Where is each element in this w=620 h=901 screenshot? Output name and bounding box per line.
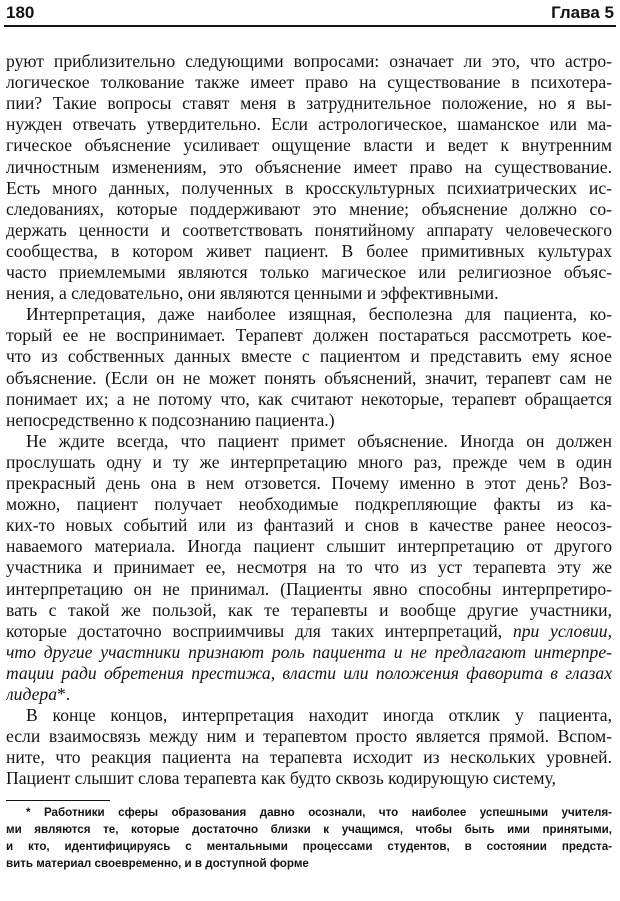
text-span: *. [57, 684, 71, 704]
text-line [6, 684, 612, 705]
footnote-line: * Работники сферы образования давно осознали, что наиболее успешными учителя- [26, 806, 612, 819]
footnote-line: и кто, идентифицируясь с ментальными процессами студентов, в состоянии предста- [6, 840, 612, 853]
text-span: которые достаточно восприимчивы для таких интерпретаций, [6, 621, 513, 641]
text-line: что из собственных данных вместе с пациентом и представить ему ясное [6, 346, 612, 366]
text-line: прослушать одну и ту же интерпретацию много раз, прежде чем в один [6, 452, 612, 472]
text-line: пии? Такие вопросы ставят меня в затруднительное положение, но я вы- [6, 93, 612, 113]
text-line: сообщества, в котором живет пациент. В более примитивных культурах [6, 241, 612, 261]
header-rule [4, 25, 616, 27]
text-line: Есть много данных, полученных в кросскультурных психиатрических ис- [6, 178, 612, 198]
text-line: гическое объяснение усиливает ощущение власти и ведет к внутренним [6, 135, 612, 155]
emphasis-span: при условии, [512, 621, 612, 641]
text-line: держать ценности и соответствовать понятийному аппарату человеческого [6, 220, 612, 240]
text-line: следованиях, которые поддерживают это мнение; объяснение должно со- [6, 199, 612, 219]
text-line: руют приблизительно следующими вопросами: означает ли это, что астро- [6, 51, 612, 71]
text-line: личностным изменениям, это объяснение имеет право на существование. [6, 157, 612, 177]
text-line: торый ее не воспринимает. Терапевт должен постараться рассмотреть кое- [6, 325, 612, 345]
text-line: что другие участники признают роль пациента и не предлагают интерпре- [6, 642, 612, 662]
footnote-rule [6, 800, 110, 801]
text-line: непосредственно к подсознанию пациента.) [6, 410, 335, 430]
text-line: ните, что реакция пациента на терапевта исходит из нескольких уровней. [6, 747, 612, 767]
text-line: Не ждите всегда, что пациент примет объяснение. Иногда он должен [26, 431, 612, 451]
footnote-line: ми являются те, которые достаточно близки к учащимся, чтобы быть ими принятыми, [6, 823, 612, 836]
page-header [0, 0, 620, 34]
text-line: понимает их; а не потому что, как считают некоторые, терапевт обращается [6, 389, 612, 409]
text-line: вать с такой же пользой, как те терапевты и вообще другие участники, [6, 600, 612, 620]
page-number: 180 [6, 3, 35, 22]
text-line: можно, пациент получает необходимые подкрепляющие факты из ка- [6, 494, 612, 514]
chapter-title: Глава 5 [551, 3, 614, 22]
text-line: интерпретацию он не принимал. (Пациенты явно способны интерпретиро- [6, 579, 612, 599]
footnote-line: вить материал своевременно, и в доступной форме [6, 857, 309, 870]
text-line: часто приемлемыми являются только магическое или религиозное объяс- [6, 262, 612, 282]
text-line: Интерпретация, даже наиболее изящная, бесполезна для пациента, ко- [26, 304, 612, 324]
emphasis-span: лидера [6, 684, 57, 704]
text-line: тации ради обретения престижа, власти или положения фаворита в глазах [6, 663, 612, 683]
text-line [6, 621, 612, 642]
text-line: участника и принимает ее, несмотря на то что из уст терапевта эту же [6, 557, 612, 577]
text-line: объяснение. (Если он не может понять объяснений, значит, терапевт сам не [6, 368, 612, 388]
text-line: если взаимосвязь между ним и терапевтом просто является прямой. Вспом- [6, 726, 612, 746]
text-line: нения, а следовательно, они являются ценными и эффективными. [6, 283, 499, 303]
text-line: прекрасный день она в нем отзовется. Почему именно в этот день? Воз- [6, 473, 612, 493]
text-line: логическое толкование также имеет право на существование в психотера- [6, 72, 612, 92]
text-line: наваемого материала. Иногда пациент слышит интерпретацию от другого [6, 536, 612, 556]
text-line: Пациент слышит слова терапевта как будто сквозь кодирующую систему, [6, 768, 556, 788]
text-line: В конце концов, интерпретация находит иногда отклик у пациента, [26, 705, 612, 725]
text-line: нужден отвечать утвердительно. Если астрологическое, шаманское или ма- [6, 114, 612, 134]
text-line: ких-то новых событий или из фантазий и снов в качестве ранее неосоз- [6, 515, 612, 535]
